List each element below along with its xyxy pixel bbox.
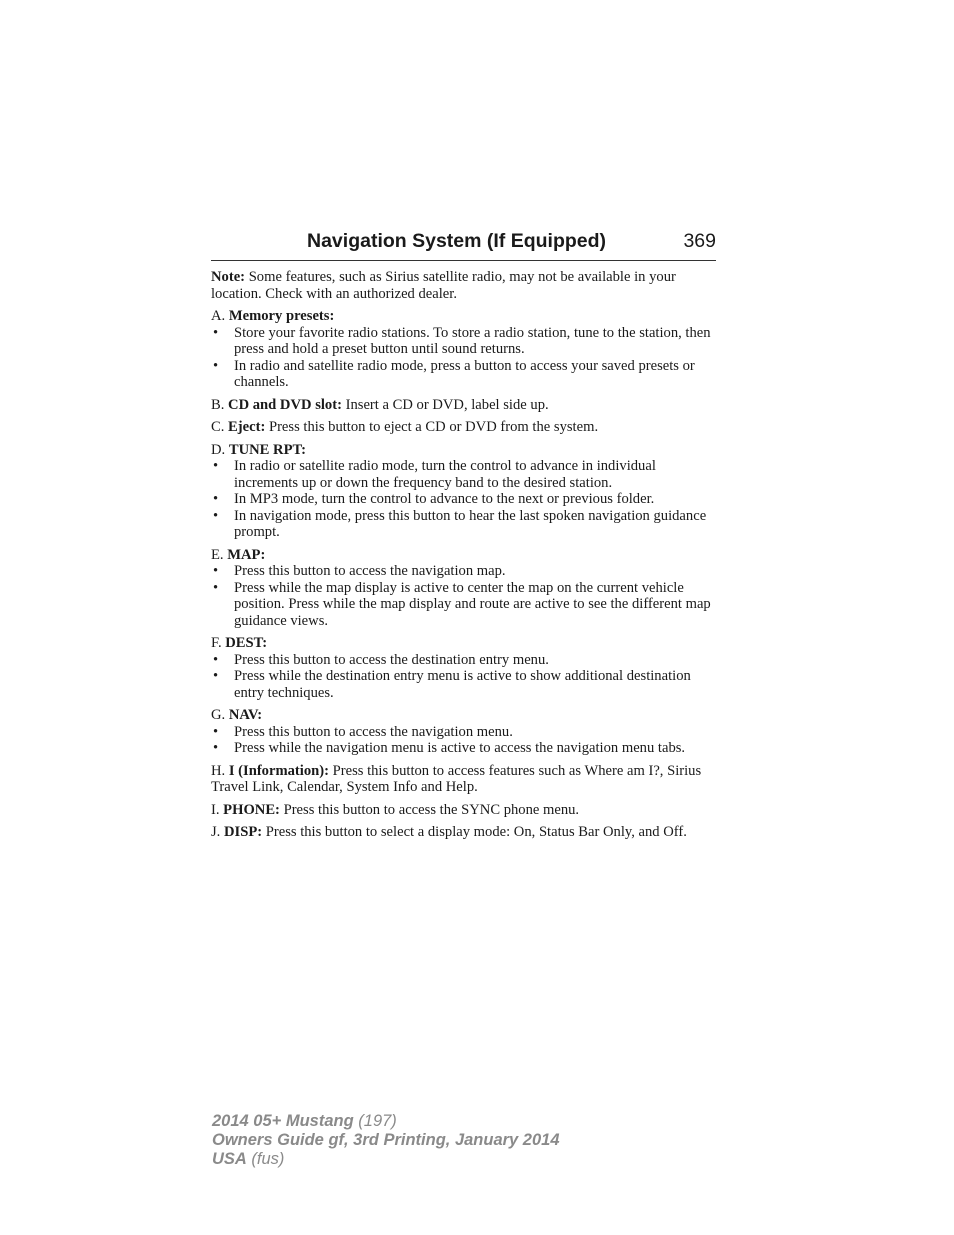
item-text: Press this button to access features such as Where am I?, Sirius Travel Link, Calendar, System Info and Help. [211, 762, 702, 795]
item-d-heading [211, 442, 716, 459]
item-text: Press this button to select a display mode: On, Status Bar Only, and Off. [262, 824, 687, 840]
list-item: • Press while the map display is active to center the map on the current vehicle position. Press while the map display and route are active to see the different map guidance views. [211, 580, 716, 630]
item-title: TUNE RPT: [228, 441, 307, 458]
item-i-paragraph [211, 802, 716, 819]
item-title: DEST: [225, 635, 268, 651]
list-item: • Store your favorite radio stations. To store a radio station, tune to the station, then press and hold a preset button until sound returns. [211, 325, 716, 358]
footer-market-code: (fus) [246, 1150, 285, 1168]
list-item: • Press this button to access the destination entry menu. [211, 652, 716, 669]
item-letter: C. [211, 419, 229, 435]
note-paragraph [211, 269, 716, 302]
item-g-bullets [211, 724, 716, 757]
page-title: Navigation System (If Equipped) [307, 230, 607, 252]
item-title: MAP: [227, 546, 266, 563]
list-item: • Press while the navigation menu is active to access the navigation menu tabs. [211, 740, 716, 757]
list-item: • In radio and satellite radio mode, press a button to access your saved presets or channels. [211, 358, 716, 391]
footer-model-code: (197) [353, 1112, 397, 1130]
item-j-paragraph [211, 824, 716, 841]
item-letter: B. [211, 396, 229, 413]
item-letter: F. [211, 635, 226, 651]
item-text: Press this button to access the SYNC phone menu. [279, 801, 580, 818]
item-c-paragraph [211, 419, 716, 436]
list-item: • Press this button to access the navigation menu. [211, 724, 716, 741]
item-e-heading [211, 547, 716, 564]
item-letter: J. [211, 824, 224, 840]
item-title: I (Information): [228, 762, 329, 779]
item-title: PHONE: [223, 801, 280, 818]
item-f-heading [211, 635, 716, 652]
page-header [211, 228, 716, 261]
item-g-heading [211, 707, 716, 724]
note-label: Note: [211, 269, 246, 285]
item-letter: I. [211, 801, 224, 818]
item-letter: D. [211, 441, 229, 458]
item-a-bullets [211, 325, 716, 391]
list-item: • Press while the destination entry menu is active to show additional destination entry techniques. [211, 668, 716, 701]
item-a-heading [211, 308, 716, 325]
footer-line-3 [212, 1150, 560, 1169]
footer-line-1 [212, 1112, 560, 1131]
note-text: Some features, such as Sirius satellite radio, may not be available in your location. Check with an authorized dealer. [211, 269, 676, 302]
item-text: Press this button to eject a CD or DVD from the system. [265, 419, 599, 435]
footer-printing: Owners Guide gf, 3rd Printing, January 2014 [212, 1131, 560, 1149]
item-b-paragraph [211, 397, 716, 414]
item-title: NAV: [228, 707, 263, 723]
footer-line-2 [212, 1131, 560, 1150]
list-item: • In radio or satellite radio mode, turn the control to advance in individual increments up or down the frequency band to the desired station. [211, 458, 716, 491]
item-letter: A. [211, 308, 229, 324]
item-letter: H. [211, 762, 229, 779]
list-item: • In navigation mode, press this button to hear the last spoken navigation guidance prompt. [211, 508, 716, 541]
page-number: 369 [683, 230, 716, 252]
item-letter: G. [211, 707, 229, 723]
list-item: • Press this button to access the navigation map. [211, 563, 716, 580]
item-title: Eject: [228, 419, 266, 435]
item-title: DISP: [223, 824, 263, 840]
footer-model: 2014 05+ Mustang [212, 1112, 354, 1130]
item-title: CD and DVD slot: [228, 396, 342, 413]
page-content [211, 269, 716, 847]
item-letter: E. [211, 546, 228, 563]
item-title: Memory presets: [228, 308, 335, 324]
list-item: • In MP3 mode, turn the control to advance to the next or previous folder. [211, 491, 716, 508]
page-footer [212, 1112, 560, 1169]
footer-market: USA [212, 1150, 247, 1168]
item-text: Insert a CD or DVD, label side up. [341, 396, 549, 413]
item-f-bullets [211, 652, 716, 702]
item-d-bullets [211, 458, 716, 541]
item-h-paragraph [211, 763, 716, 796]
item-e-bullets [211, 563, 716, 629]
